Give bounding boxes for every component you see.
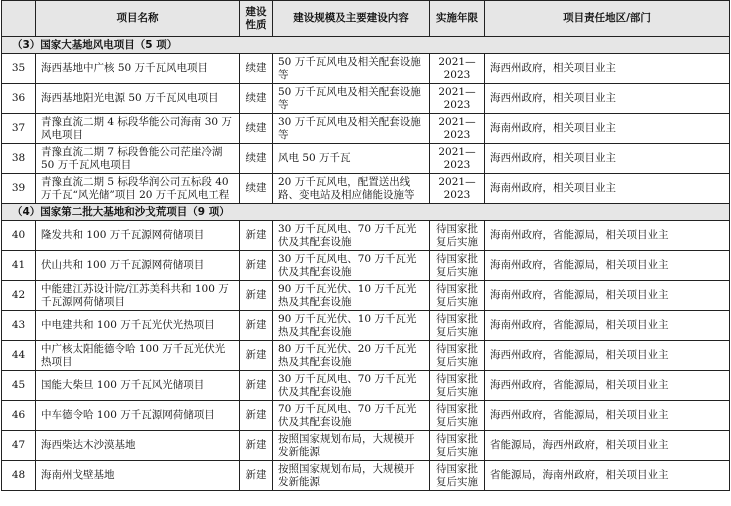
cell-scope: 风电 50 万千瓦 [273,144,430,174]
cell-project-name: 中广核太阳能德令哈 100 万千瓦光伏光热项目 [36,341,240,371]
cell-scope: 30 万千瓦风电及相关配套设施等 [273,114,430,144]
cell-owner: 海西州政府，相关项目业主 [485,144,730,174]
table-row [2,461,730,491]
cell-build-type: 新建 [240,461,273,491]
cell-build-type: 新建 [240,431,273,461]
cell-num: 38 [2,144,36,174]
cell-owner: 海西州政府，省能源局，相关项目业主 [485,341,730,371]
cell-period: 待国家批复后实施 [430,311,485,341]
table-body [2,37,730,491]
cell-num: 47 [2,431,36,461]
cell-period: 待国家批复后实施 [430,371,485,401]
cell-scope: 50 万千瓦风电及相关配套设施等 [273,54,430,84]
cell-owner: 海西州政府，相关项目业主 [485,84,730,114]
header-row [2,1,730,37]
table-row [2,54,730,84]
cell-period: 待国家批复后实施 [430,251,485,281]
cell-num: 46 [2,401,36,431]
table-row [2,251,730,281]
project-table [1,0,730,491]
table-row [2,371,730,401]
cell-owner: 海南州政府，省能源局，相关项目业主 [485,251,730,281]
cell-project-name: 伏山共和 100 万千瓦源网荷储项目 [36,251,240,281]
header-build-type: 建设性质 [240,1,273,37]
table-row [2,341,730,371]
cell-owner: 省能源局，海南州政府，相关项目业主 [485,461,730,491]
cell-period: 2021—2023 [430,114,485,144]
cell-scope: 30 万千瓦风电、70 万千瓦光伏及其配套设施 [273,221,430,251]
cell-project-name: 青豫直流二期 4 标段华能公司海南 30 万风电项目 [36,114,240,144]
cell-owner: 海南州政府，相关项目业主 [485,114,730,144]
header-project-name: 项目名称 [36,1,240,37]
cell-owner: 海西州政府，省能源局，相关项目业主 [485,371,730,401]
cell-owner: 海南州政府，省能源局，相关项目业主 [485,221,730,251]
cell-build-type: 续建 [240,114,273,144]
cell-project-name: 海西柴达木沙漠基地 [36,431,240,461]
cell-num: 37 [2,114,36,144]
header-num [2,1,36,37]
table-row [2,174,730,204]
cell-build-type: 续建 [240,144,273,174]
cell-build-type: 新建 [240,281,273,311]
cell-owner: 海南州政府，省能源局，相关项目业主 [485,311,730,341]
cell-num: 44 [2,341,36,371]
cell-scope: 30 万千瓦风电、70 万千瓦光伏及其配套设施 [273,371,430,401]
cell-num: 43 [2,311,36,341]
cell-num: 42 [2,281,36,311]
cell-num: 40 [2,221,36,251]
cell-project-name: 海西基地中广核 50 万千瓦风电项目 [36,54,240,84]
cell-period: 待国家批复后实施 [430,221,485,251]
cell-scope: 50 万千瓦风电及相关配套设施等 [273,84,430,114]
cell-project-name: 青豫直流二期 5 标段华润公司五标段 40 万千瓦“风光储”项目 20 万千瓦风电工程 [36,174,240,204]
cell-num: 41 [2,251,36,281]
table-row [2,311,730,341]
cell-scope: 按照国家规划布局，大规模开发新能源 [273,461,430,491]
cell-num: 39 [2,174,36,204]
cell-scope: 20 万千瓦风电，配置送出线路、变电站及相应储能设施等 [273,174,430,204]
table-row [2,431,730,461]
cell-owner: 海南州政府，省能源局，相关项目业主 [485,281,730,311]
cell-build-type: 新建 [240,221,273,251]
cell-build-type: 续建 [240,54,273,84]
cell-scope: 70 万千瓦风电、70 万千瓦光伏及其配套设施 [273,401,430,431]
cell-scope: 按照国家规划布局，大规模开发新能源 [273,431,430,461]
cell-num: 35 [2,54,36,84]
header-owner: 项目责任地区/部门 [485,1,730,37]
cell-period: 待国家批复后实施 [430,461,485,491]
cell-owner: 海南州政府，相关项目业主 [485,174,730,204]
cell-build-type: 新建 [240,251,273,281]
header-scope: 建设规模及主要建设内容 [273,1,430,37]
cell-period: 待国家批复后实施 [430,431,485,461]
cell-project-name: 国能大柴旦 100 万千瓦风光储项目 [36,371,240,401]
cell-owner: 海西州政府，相关项目业主 [485,54,730,84]
cell-project-name: 中车德令哈 100 万千瓦源网荷储项目 [36,401,240,431]
cell-build-type: 新建 [240,401,273,431]
cell-period: 待国家批复后实施 [430,341,485,371]
cell-scope: 90 万千瓦光伏、10 万千瓦光热及其配套设施 [273,281,430,311]
cell-project-name: 中电建共和 100 万千瓦光伏光热项目 [36,311,240,341]
section-row [2,37,730,54]
table-row [2,401,730,431]
cell-period: 待国家批复后实施 [430,401,485,431]
section-title: （4）国家第二批大基地和沙戈荒项目（9 项） [2,204,730,221]
cell-build-type: 新建 [240,311,273,341]
cell-build-type: 新建 [240,371,273,401]
cell-period: 2021—2023 [430,144,485,174]
header-period: 实施年限 [430,1,485,37]
cell-project-name: 隆发共和 100 万千瓦源网荷储项目 [36,221,240,251]
cell-build-type: 新建 [240,341,273,371]
cell-num: 48 [2,461,36,491]
cell-period: 2021—2023 [430,54,485,84]
table-row [2,221,730,251]
table-row [2,114,730,144]
cell-project-name: 中能建江苏设计院/江苏美科共和 100 万千瓦源网荷储项目 [36,281,240,311]
cell-period: 2021—2023 [430,84,485,114]
table-row [2,144,730,174]
table-row [2,84,730,114]
cell-project-name: 青豫直流二期 7 标段鲁能公司茫崖冷湖 50 万千瓦风电项目 [36,144,240,174]
cell-scope: 90 万千瓦光伏、10 万千瓦光热及其配套设施 [273,311,430,341]
cell-scope: 80 万千瓦光伏、20 万千瓦光热及其配套设施 [273,341,430,371]
cell-project-name: 海南州戈壁基地 [36,461,240,491]
cell-num: 36 [2,84,36,114]
cell-owner: 海西州政府，省能源局，相关项目业主 [485,401,730,431]
cell-owner: 省能源局，海西州政府，相关项目业主 [485,431,730,461]
section-title: （3）国家大基地风电项目（5 项） [2,37,730,54]
cell-scope: 30 万千瓦风电、70 万千瓦光伏及其配套设施 [273,251,430,281]
cell-project-name: 海西基地阳光电源 50 万千瓦风电项目 [36,84,240,114]
cell-num: 45 [2,371,36,401]
cell-build-type: 续建 [240,174,273,204]
table-row [2,281,730,311]
cell-period: 2021—2023 [430,174,485,204]
section-row [2,204,730,221]
cell-period: 待国家批复后实施 [430,281,485,311]
cell-build-type: 续建 [240,84,273,114]
